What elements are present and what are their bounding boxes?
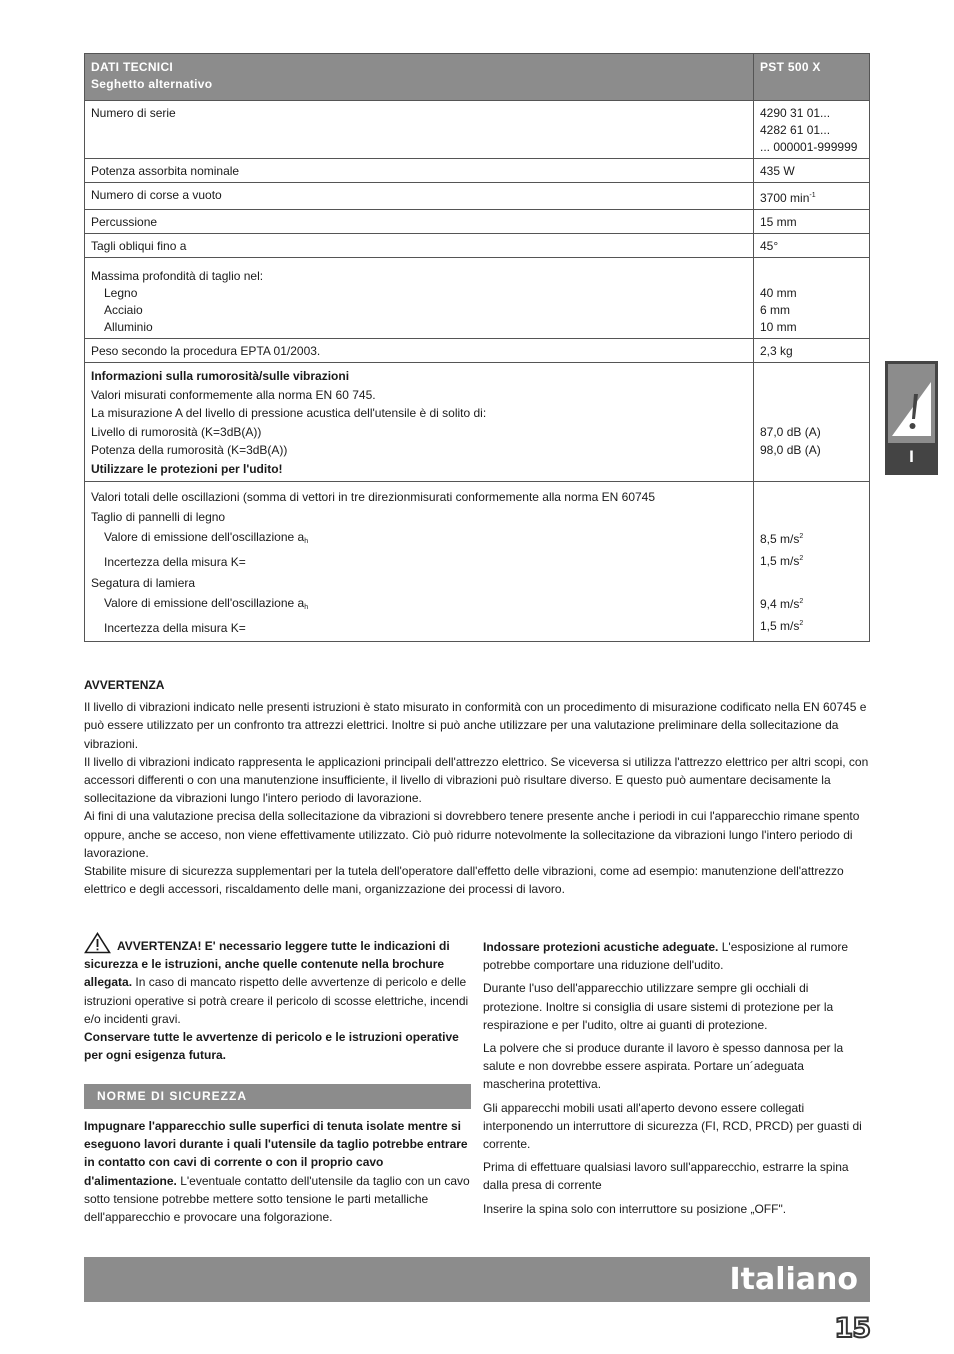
hearing-bold: Indossare protezioni acustiche adeguate. xyxy=(483,940,719,954)
noise-power-value: 98,0 dB (A) xyxy=(760,443,821,458)
paragraph: Il livello di vibrazioni indicato rappresenta le applicazioni principali dell'attrezzo elettrico. Se viceversa si utilizza l'attrezzo elettrico per altri scopi, con accessori differenti o con una manutenzione insufficiente, il livello di vibrazioni può risultare diverso. E questo può aumentare decisamente la sollecitazione da vibrazioni lungo l'intero periodo di lavorazione. xyxy=(84,754,869,806)
power-value: 435 W xyxy=(754,159,870,183)
vibration-title: Valori totali delle oscillazioni (somma di vettori in tre direzionmisurati conformemente alla norma EN 60745 xyxy=(91,489,656,504)
table-row xyxy=(85,234,870,258)
depth-material: Legno xyxy=(104,286,138,300)
left-column-warning xyxy=(84,932,470,1064)
noise-pressure-label: Livello di rumorosità (K=3dB(A)) xyxy=(91,424,262,439)
table-title: DATI TECNICI xyxy=(91,60,174,74)
hearing-paragraph xyxy=(483,938,869,974)
table-row xyxy=(85,363,870,482)
strokes-label: Numero di corse a vuoto xyxy=(85,183,754,210)
depth-label: Massima profondità di taglio nel: xyxy=(91,269,264,283)
vibration-metal-emission: 9,4 $m/s^2$ xyxy=(760,597,804,612)
depth-value: 6 mm xyxy=(760,303,790,317)
vibration-wood-label: Taglio di pannelli di legno xyxy=(91,509,226,524)
exclamation-icon xyxy=(888,364,935,443)
table-row xyxy=(85,339,870,363)
paragraph: Durante l'uso dell'apparecchio utilizzare sempre gli occhiali di protezione. Inoltre si consiglia di usare sistemi di protezione per la respirazione e per l'udito, oltre ai guanti di protezione. xyxy=(483,981,834,1032)
serial-value: 4282 61 01... xyxy=(760,123,831,137)
warning-triangle-icon xyxy=(84,932,111,954)
bevel-value: 45° xyxy=(754,234,870,258)
noise-labels xyxy=(85,363,754,482)
grip-warning-text: L'eventuale contatto dell'utensile da taglio con un cavo sotto tensione potrebbe mettere sotto tensione le parti metalliche dell'apparecchio e provocare una folgorazione. xyxy=(84,1173,470,1225)
vibration-emission-label: Valore di emissione dell'oscillazione $a_h$ xyxy=(104,596,309,612)
table-row xyxy=(85,258,870,339)
strokes-cell xyxy=(754,183,870,210)
paragraph: Gli apparecchi mobili usati all'aperto devono essere collegati interponendo un interruttore di sicurezza (FI, RCD, PRCD) per guasti di corrente. xyxy=(483,1100,862,1152)
serial-value: 4290 31 01... xyxy=(760,106,831,120)
serial-value: ... 000001-999999 xyxy=(760,140,858,154)
depth-value: 40 mm xyxy=(760,286,797,300)
table-subtitle: Seghetto alternativo xyxy=(91,77,213,91)
language-letter: I xyxy=(909,447,914,466)
weight-label: Peso secondo la procedura EPTA 01/2003. xyxy=(85,339,754,363)
vibration-uncertainty-label: Incertezza della misura K= xyxy=(104,621,246,636)
table-row xyxy=(85,101,870,159)
grip-warning-bold: Impugnare l'apparecchio sulle superfici di tenuta isolate mentre si eseguono lavori durante i quali l'utensile da taglio potrebbe entrare in contatto con cavi di corrente o con il proprio cavo d'alimentazione. xyxy=(84,1119,468,1188)
depth-values xyxy=(754,258,870,339)
table-row xyxy=(85,481,870,641)
table-row xyxy=(85,159,870,183)
vibration-emission-label: Valore di emissione dell'oscillazione $a_h$ xyxy=(104,530,309,546)
serial-label: Numero di serie xyxy=(85,101,754,159)
vibration-warning-section xyxy=(84,676,874,898)
paragraph: Ai fini di una valutazione precisa della sollecitazione da vibrazioni si dovrebbero tenere presente anche i periodi in cui l'apparecchio rimane spento oppure, anche se acceso, non viene effettivamente utilizzato. Ciò può ridurre notevolmente la sollecitazione da vibrazioni lungo l'intero periodo di lavorazione. xyxy=(84,809,860,860)
noise-title: Informazioni sulla rumorosità/sulle vibrazioni xyxy=(91,369,350,383)
right-column xyxy=(483,938,869,1223)
vibration-metal-label: Segatura di lamiera xyxy=(91,575,196,590)
footer-language-bar xyxy=(84,1257,870,1302)
vibration-wood-emission: 8,5 $m/s^2$ xyxy=(760,532,804,547)
safety-rules-heading: NORME DI SICUREZZA xyxy=(84,1084,471,1109)
left-column-safety xyxy=(84,1117,470,1226)
paragraph: Prima di effettuare qualsiasi lavoro sull'apparecchio, estrarre la spina dalla presa di corrente xyxy=(483,1160,849,1193)
paragraph: La polvere che si produce durante il lavoro è spesso dannosa per la salute e non dovrebbe essere aspirata. Portare un´adeguata mascherina protettiva. xyxy=(483,1041,844,1092)
noise-line: La misurazione A del livello di pressione acustica dell'utensile è di solito di: xyxy=(91,406,487,421)
table-header-model: PST 500 X xyxy=(754,54,870,101)
noise-pressure-value: 87,0 dB (A) xyxy=(760,424,821,439)
hearing-protection-note: Utilizzare le protezioni per l'udito! xyxy=(91,461,283,476)
noise-values xyxy=(754,363,870,482)
depth-labels xyxy=(85,258,754,339)
depth-value: 10 mm xyxy=(760,320,797,334)
depth-material: Alluminio xyxy=(104,320,153,334)
vibration-labels xyxy=(85,481,754,641)
warning-text: In caso di mancato rispetto delle avvertenze di pericolo e delle istruzioni operative si potrà creare il pericolo di scosse elettriche, incendi e/o incidenti gravi. xyxy=(84,975,469,1026)
language-side-tab xyxy=(885,361,938,475)
page-number: 15 xyxy=(834,1313,870,1344)
serial-values xyxy=(754,101,870,159)
vibration-uncertainty-label: Incertezza della misura K= xyxy=(104,555,246,570)
vibration-values xyxy=(754,481,870,641)
section-heading: AVVERTENZA xyxy=(84,678,165,692)
vibration-wood-uncertainty: 1,5 $m/s^2$ xyxy=(760,554,804,569)
power-label: Potenza assorbita nominale xyxy=(85,159,754,183)
technical-data-table xyxy=(84,53,870,642)
table-header-title-cell xyxy=(85,54,754,101)
bevel-label: Tagli obliqui fino a xyxy=(85,234,754,258)
noise-line: Valori misurati conformemente alla norma EN 60 745. xyxy=(91,387,376,402)
percussion-label: Percussione xyxy=(85,210,754,234)
paragraph: Inserire la spina solo con interruttore su posizione „OFF". xyxy=(483,1201,787,1216)
strokes-exponent: -1 xyxy=(809,192,816,199)
noise-power-label: Potenza della rumorosità (K=3dB(A)) xyxy=(91,443,288,458)
percussion-value: 15 mm xyxy=(754,210,870,234)
strokes-value: 3700 min xyxy=(760,191,810,205)
warning-bold-text: AVVERTENZA! E' necessario leggere tutte le indicazioni di sicurezza e le istruzioni, anche quelle contenute nella brochure allegata. xyxy=(84,939,450,990)
vibration-metal-uncertainty: 1,5 $m/s^2$ xyxy=(760,619,804,634)
depth-material: Acciaio xyxy=(104,303,143,317)
keep-instructions-note: Conservare tutte le avvertenze di pericolo e le istruzioni operative per ogni esigenza futura. xyxy=(84,1030,459,1063)
table-row xyxy=(85,210,870,234)
language-label: Italiano xyxy=(729,1262,858,1297)
general-warning xyxy=(84,932,470,1028)
table-row xyxy=(85,183,870,210)
hearing-text: L'esposizione al rumore potrebbe comportare una riduzione dell'udito. xyxy=(483,940,849,973)
paragraph: Stabilite misure di sicurezza supplementari per la tutela dell'operatore dall'effetto delle vibrazioni, come ad esempio: manutenzione dell'attrezzo elettrico e degli accessori, riscaldamento delle mani, organizzazione dei processi di lavoro. xyxy=(84,864,844,897)
paragraph: Il livello di vibrazioni indicato nelle presenti istruzioni è stato misurato in conformità con un procedimento di misurazione codificato nella EN 60745 e può essere utilizzato per un confronto tra attrezzi elettrici. Inoltre si può anche utilizzare per una valutazione preliminare della sollecitazione da vibrazioni. xyxy=(84,700,867,751)
table-header-row xyxy=(85,54,870,101)
weight-value: 2,3 kg xyxy=(754,339,870,363)
